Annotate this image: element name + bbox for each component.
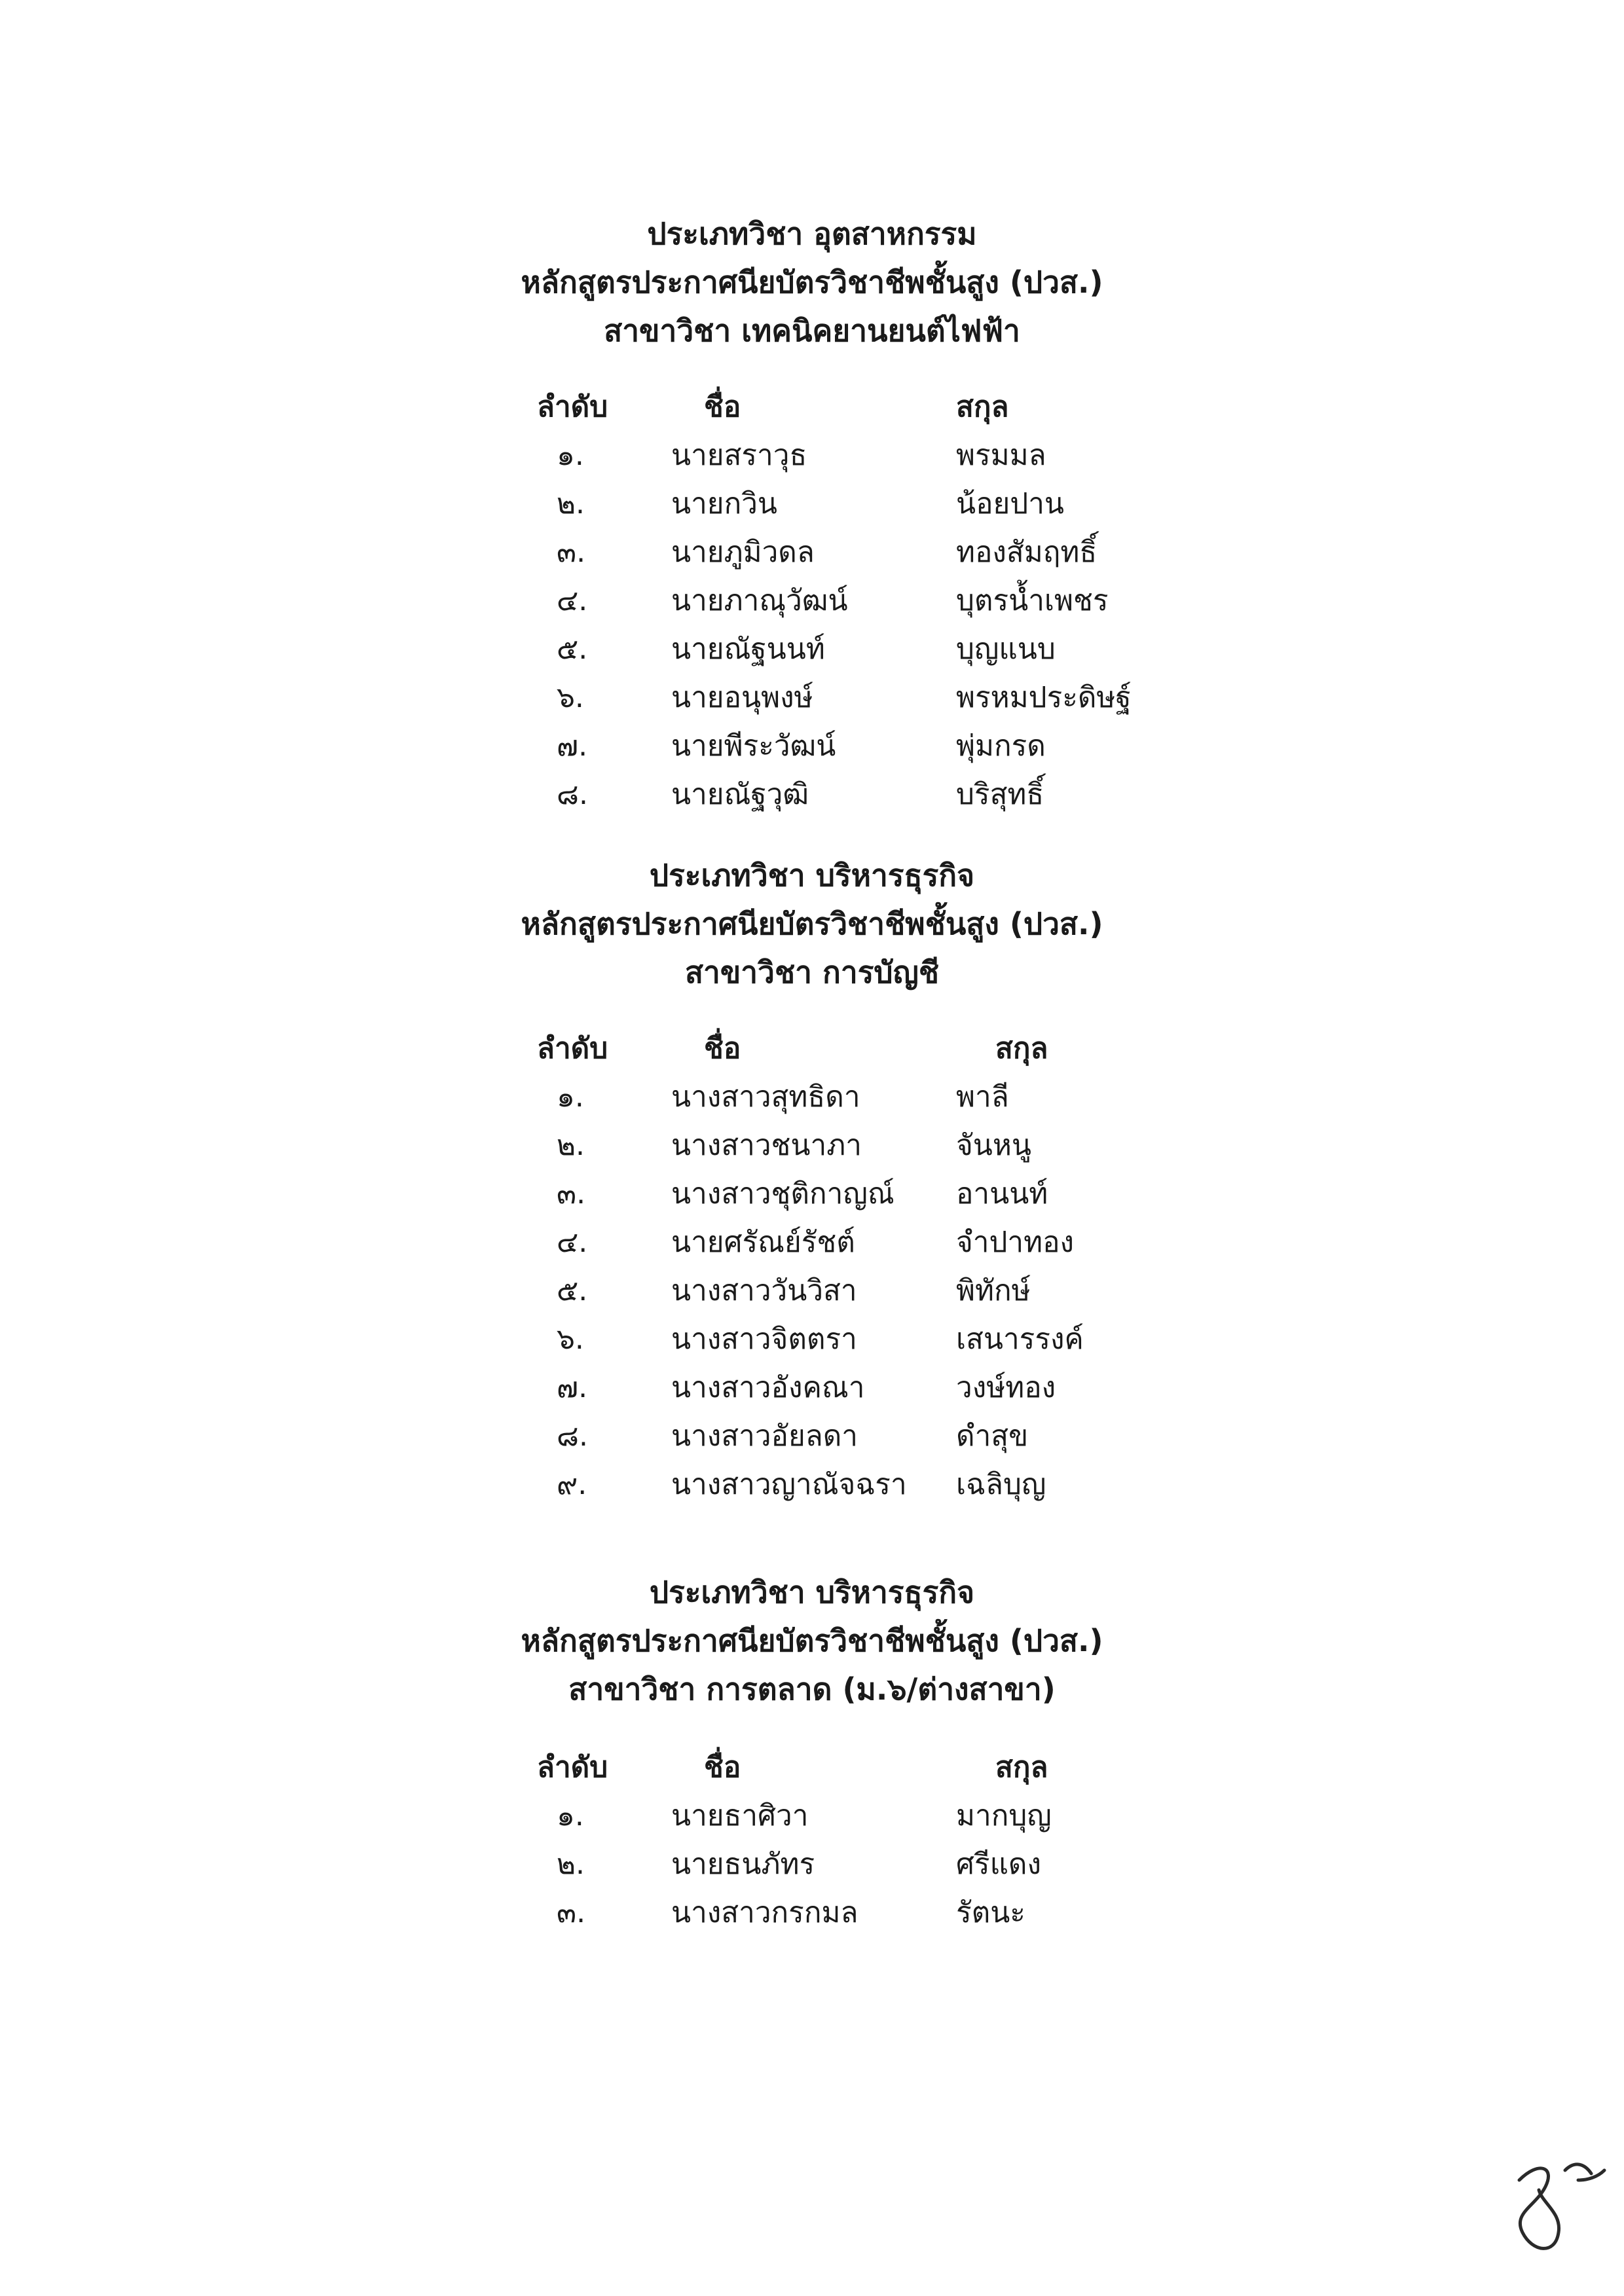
row-number: ๑.	[557, 1080, 584, 1114]
row-number: ๕.	[557, 1274, 588, 1307]
table-row	[0, 1267, 1624, 1315]
table-row	[0, 1315, 1624, 1364]
handwritten-signature	[1493, 2141, 1611, 2272]
row-number: ๒.	[557, 1848, 585, 1881]
row-surname: เฉลิบุญ	[956, 1468, 1046, 1501]
section-2-heading	[0, 851, 1624, 996]
row-first-name: นายธาศิวา	[671, 1799, 809, 1832]
row-surname: บุญแนบ	[956, 632, 1056, 666]
table-row	[0, 1218, 1624, 1267]
row-number: ๗.	[557, 729, 588, 763]
section-3-heading	[0, 1568, 1624, 1713]
table-row	[0, 1121, 1624, 1170]
table-row	[0, 480, 1624, 528]
row-surname: ทองสัมฤทธิ์	[956, 536, 1098, 569]
row-first-name: นายณัฐนนท์	[671, 632, 825, 666]
table-row	[0, 771, 1624, 819]
row-surname: จันหนู	[956, 1129, 1031, 1162]
row-first-name: นางสาวจิตตรา	[671, 1322, 857, 1356]
row-first-name: นายภาณุวัฒน์	[671, 584, 848, 617]
column-header-surname: สกุล	[956, 390, 1009, 424]
table-row	[0, 528, 1624, 577]
row-number: ๒.	[557, 1129, 585, 1162]
row-number: ๖.	[557, 681, 584, 714]
table-row	[0, 1170, 1624, 1218]
table-row	[0, 625, 1624, 674]
table-row	[0, 674, 1624, 722]
row-first-name: นางสาวชนาภา	[671, 1129, 862, 1162]
section-heading-line: หลักสูตรประกาศนียบัตรวิชาชีพชั้นสูง (ปวส.)	[521, 906, 1103, 941]
row-surname: พุ่มกรด	[956, 729, 1046, 763]
table-row	[0, 1840, 1624, 1889]
column-header-order: ลำดับ	[537, 1751, 608, 1784]
row-first-name: นายพีระวัฒน์	[671, 729, 836, 763]
column-header-name: ชื่อ	[704, 390, 741, 424]
section-heading-line: หลักสูตรประกาศนียบัตรวิชาชีพชั้นสูง (ปวส.)	[521, 264, 1103, 300]
row-first-name: นายกวิน	[671, 487, 777, 520]
table-row	[0, 1792, 1624, 1840]
section-heading-line: สาขาวิชา การบัญชี	[684, 955, 940, 990]
row-surname: พาลี	[956, 1080, 1009, 1114]
row-number: ๒.	[557, 487, 585, 520]
row-number: ๑.	[557, 439, 584, 472]
section-heading-line: หลักสูตรประกาศนียบัตรวิชาชีพชั้นสูง (ปวส.)	[521, 1623, 1103, 1658]
row-first-name: นายธนภัทร	[671, 1848, 815, 1881]
row-number: ๓.	[557, 1177, 586, 1211]
table-row	[0, 431, 1624, 480]
row-surname: จำปาทอง	[956, 1226, 1075, 1259]
row-first-name: นางสาวสุทธิดา	[671, 1080, 860, 1114]
column-header-order: ลำดับ	[537, 1032, 608, 1065]
row-number: ๕.	[557, 632, 588, 666]
row-surname: น้อยปาน	[956, 487, 1064, 520]
table-row	[0, 1412, 1624, 1461]
table-row	[0, 722, 1624, 771]
row-surname: พรหมประดิษฐ์	[956, 681, 1132, 714]
row-surname: วงษ์ทอง	[956, 1371, 1056, 1404]
table-row	[0, 1073, 1624, 1121]
row-surname: พรมมล	[956, 439, 1046, 472]
section-heading-line: ประเภทวิชา บริหารธุรกิจ	[649, 858, 975, 893]
column-header-surname: สกุล	[995, 1032, 1048, 1065]
table-row	[0, 1889, 1624, 1937]
row-first-name: นางสาววันวิสา	[671, 1274, 857, 1307]
row-first-name: นายณัฐวุฒิ	[671, 778, 809, 811]
row-first-name: นายสราวุธ	[671, 439, 807, 472]
row-first-name: นางสาวกรกมล	[671, 1896, 858, 1929]
row-number: ๘.	[557, 1419, 588, 1453]
section-1-heading	[0, 210, 1624, 355]
row-surname: มากบุญ	[956, 1799, 1052, 1832]
section-heading-line: สาขาวิชา เทคนิคยานยนต์ไฟฟ้า	[604, 313, 1020, 348]
table-header-row	[0, 383, 1624, 431]
row-surname: เสนารรงค์	[956, 1322, 1084, 1356]
column-header-name: ชื่อ	[704, 1751, 741, 1784]
section-heading-line: ประเภทวิชา อุตสาหกรรม	[647, 216, 977, 251]
row-first-name: นางสาวชุติกาญณ์	[671, 1177, 895, 1211]
table-row	[0, 1461, 1624, 1509]
row-surname: บุตรน้ำเพชร	[956, 584, 1109, 617]
section-heading-line: สาขาวิชา การตลาด (ม.๖/ต่างสาขา)	[568, 1671, 1056, 1707]
row-number: ๑.	[557, 1799, 584, 1832]
column-header-name: ชื่อ	[704, 1032, 741, 1065]
table-header-row	[0, 1743, 1624, 1792]
row-number: ๔.	[557, 1226, 588, 1259]
row-number: ๓.	[557, 1896, 586, 1929]
row-number: ๗.	[557, 1371, 588, 1404]
table-row	[0, 577, 1624, 625]
row-first-name: นางสาวอังคณา	[671, 1371, 865, 1404]
row-number: ๙.	[557, 1468, 587, 1501]
row-surname: รัตนะ	[956, 1896, 1025, 1929]
row-number: ๘.	[557, 778, 588, 811]
row-surname: พิทักษ์	[956, 1274, 1031, 1307]
section-heading-line: ประเภทวิชา บริหารธุรกิจ	[649, 1575, 975, 1610]
row-first-name: นายอนุพงษ์	[671, 681, 813, 714]
row-first-name: นายศรัณย์รัชต์	[671, 1226, 855, 1259]
row-first-name: นางสาวญาณัจฉรา	[671, 1468, 907, 1501]
row-number: ๖.	[557, 1322, 584, 1356]
table-header-row	[0, 1025, 1624, 1073]
row-first-name: นายภูมิวดล	[671, 536, 815, 569]
row-surname: อานนท์	[956, 1177, 1048, 1211]
row-first-name: นางสาวอัยลดา	[671, 1419, 858, 1453]
row-number: ๓.	[557, 536, 586, 569]
row-surname: ศรีแดง	[956, 1848, 1041, 1881]
row-number: ๔.	[557, 584, 588, 617]
table-row	[0, 1364, 1624, 1412]
column-header-order: ลำดับ	[537, 390, 608, 424]
column-header-surname: สกุล	[995, 1751, 1048, 1784]
row-surname: ดำสุข	[956, 1419, 1029, 1453]
row-surname: บริสุทธิ์	[956, 778, 1044, 811]
